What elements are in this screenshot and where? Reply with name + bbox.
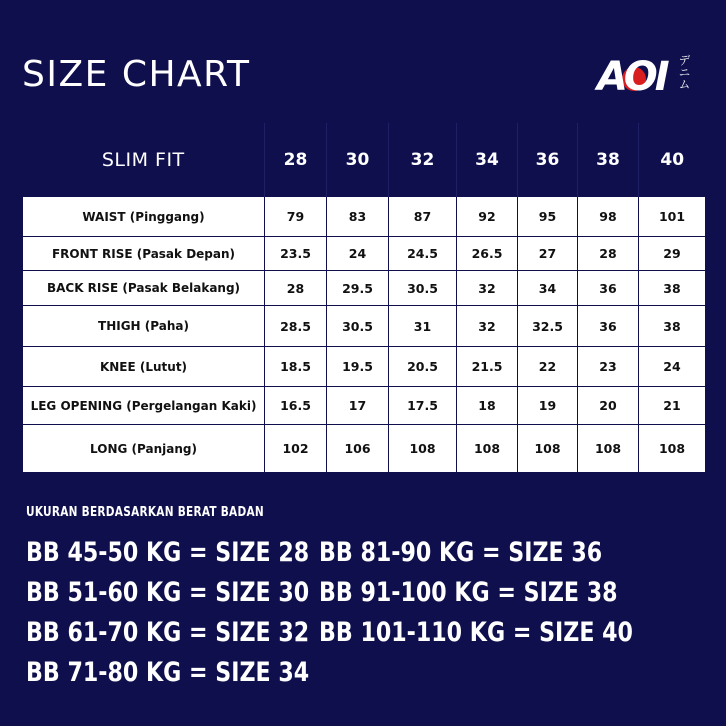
logo-kana: デニム: [677, 54, 691, 90]
table-cell: 18.5: [265, 347, 327, 387]
table-cell: 28: [265, 271, 327, 306]
table-row: [23, 425, 706, 473]
table-cell: 38: [639, 306, 706, 347]
table-cell: 21: [639, 387, 706, 425]
table-cell: 108: [578, 425, 639, 473]
table-cell: 23.5: [265, 237, 327, 271]
row-label: LEG OPENING (Pergelangan Kaki): [23, 387, 265, 425]
table-cell: 24: [327, 237, 389, 271]
table-cell: 16.5: [265, 387, 327, 425]
table-cell: 31: [389, 306, 457, 347]
size-header-32: 32: [389, 123, 457, 197]
row-label: WAIST (Pinggang): [23, 197, 265, 237]
table-cell: 92: [457, 197, 518, 237]
table-cell: 29: [639, 237, 706, 271]
size-table: [22, 123, 706, 473]
table-cell: 36: [578, 271, 639, 306]
table-cell: 29.5: [327, 271, 389, 306]
weight-size-item: BB 101-110 KG = SIZE 40: [319, 617, 633, 648]
table-cell: 106: [327, 425, 389, 473]
table-cell: 32.5: [518, 306, 578, 347]
table-cell: 19.5: [327, 347, 389, 387]
table-cell: 95: [518, 197, 578, 237]
table-cell: 102: [265, 425, 327, 473]
table-row: [23, 237, 706, 271]
table-row: [23, 271, 706, 306]
row-label: FRONT RISE (Pasak Depan): [23, 237, 265, 271]
logo-text: AOI: [597, 54, 667, 100]
table-cell: 21.5: [457, 347, 518, 387]
table-cell: 83: [327, 197, 389, 237]
table-cell: 87: [389, 197, 457, 237]
weight-size-item: BB 71-80 KG = SIZE 34: [26, 657, 310, 688]
table-header-row: [23, 123, 706, 197]
table-cell: 17: [327, 387, 389, 425]
table-cell: 30.5: [327, 306, 389, 347]
table-cell: 28.5: [265, 306, 327, 347]
table-row: [23, 197, 706, 237]
fit-label: SLIM FIT: [23, 123, 265, 197]
table-cell: 24.5: [389, 237, 457, 271]
table-cell: 108: [457, 425, 518, 473]
table-cell: 20.5: [389, 347, 457, 387]
row-label: BACK RISE (Pasak Belakang): [23, 271, 265, 306]
weight-size-item: BB 51-60 KG = SIZE 30: [26, 577, 310, 608]
table-cell: 98: [578, 197, 639, 237]
table-cell: 38: [639, 271, 706, 306]
table-cell: 36: [578, 306, 639, 347]
row-label: LONG (Panjang): [23, 425, 265, 473]
weight-size-item: BB 91-100 KG = SIZE 38: [319, 577, 618, 608]
size-header-28: 28: [265, 123, 327, 197]
table-cell: 19: [518, 387, 578, 425]
row-label: THIGH (Paha): [23, 306, 265, 347]
row-label: KNEE (Lutut): [23, 347, 265, 387]
table-row: [23, 347, 706, 387]
size-header-30: 30: [327, 123, 389, 197]
weight-note: UKURAN BERDASARKAN BERAT BADAN: [26, 505, 264, 520]
table-cell: 30.5: [389, 271, 457, 306]
weight-size-item: BB 61-70 KG = SIZE 32: [26, 617, 310, 648]
table-cell: 18: [457, 387, 518, 425]
size-header-34: 34: [457, 123, 518, 197]
page-title: SIZE CHART: [22, 54, 251, 95]
weight-size-item: BB 45-50 KG = SIZE 28: [26, 537, 310, 568]
table-cell: 108: [518, 425, 578, 473]
weight-size-item: BB 81-90 KG = SIZE 36: [319, 537, 603, 568]
size-header-40: 40: [639, 123, 706, 197]
table-cell: 28: [578, 237, 639, 271]
table-cell: 101: [639, 197, 706, 237]
table-cell: 17.5: [389, 387, 457, 425]
table-cell: 79: [265, 197, 327, 237]
size-header-38: 38: [578, 123, 639, 197]
table-cell: 32: [457, 271, 518, 306]
table-cell: 108: [639, 425, 706, 473]
size-header-36: 36: [518, 123, 578, 197]
brand-logo: [597, 54, 701, 104]
table-cell: 34: [518, 271, 578, 306]
table-cell: 108: [389, 425, 457, 473]
table-cell: 32: [457, 306, 518, 347]
table-cell: 20: [578, 387, 639, 425]
table-cell: 22: [518, 347, 578, 387]
table-cell: 27: [518, 237, 578, 271]
table-cell: 24: [639, 347, 706, 387]
table-row: [23, 387, 706, 425]
table-cell: 26.5: [457, 237, 518, 271]
table-row: [23, 306, 706, 347]
table-cell: 23: [578, 347, 639, 387]
